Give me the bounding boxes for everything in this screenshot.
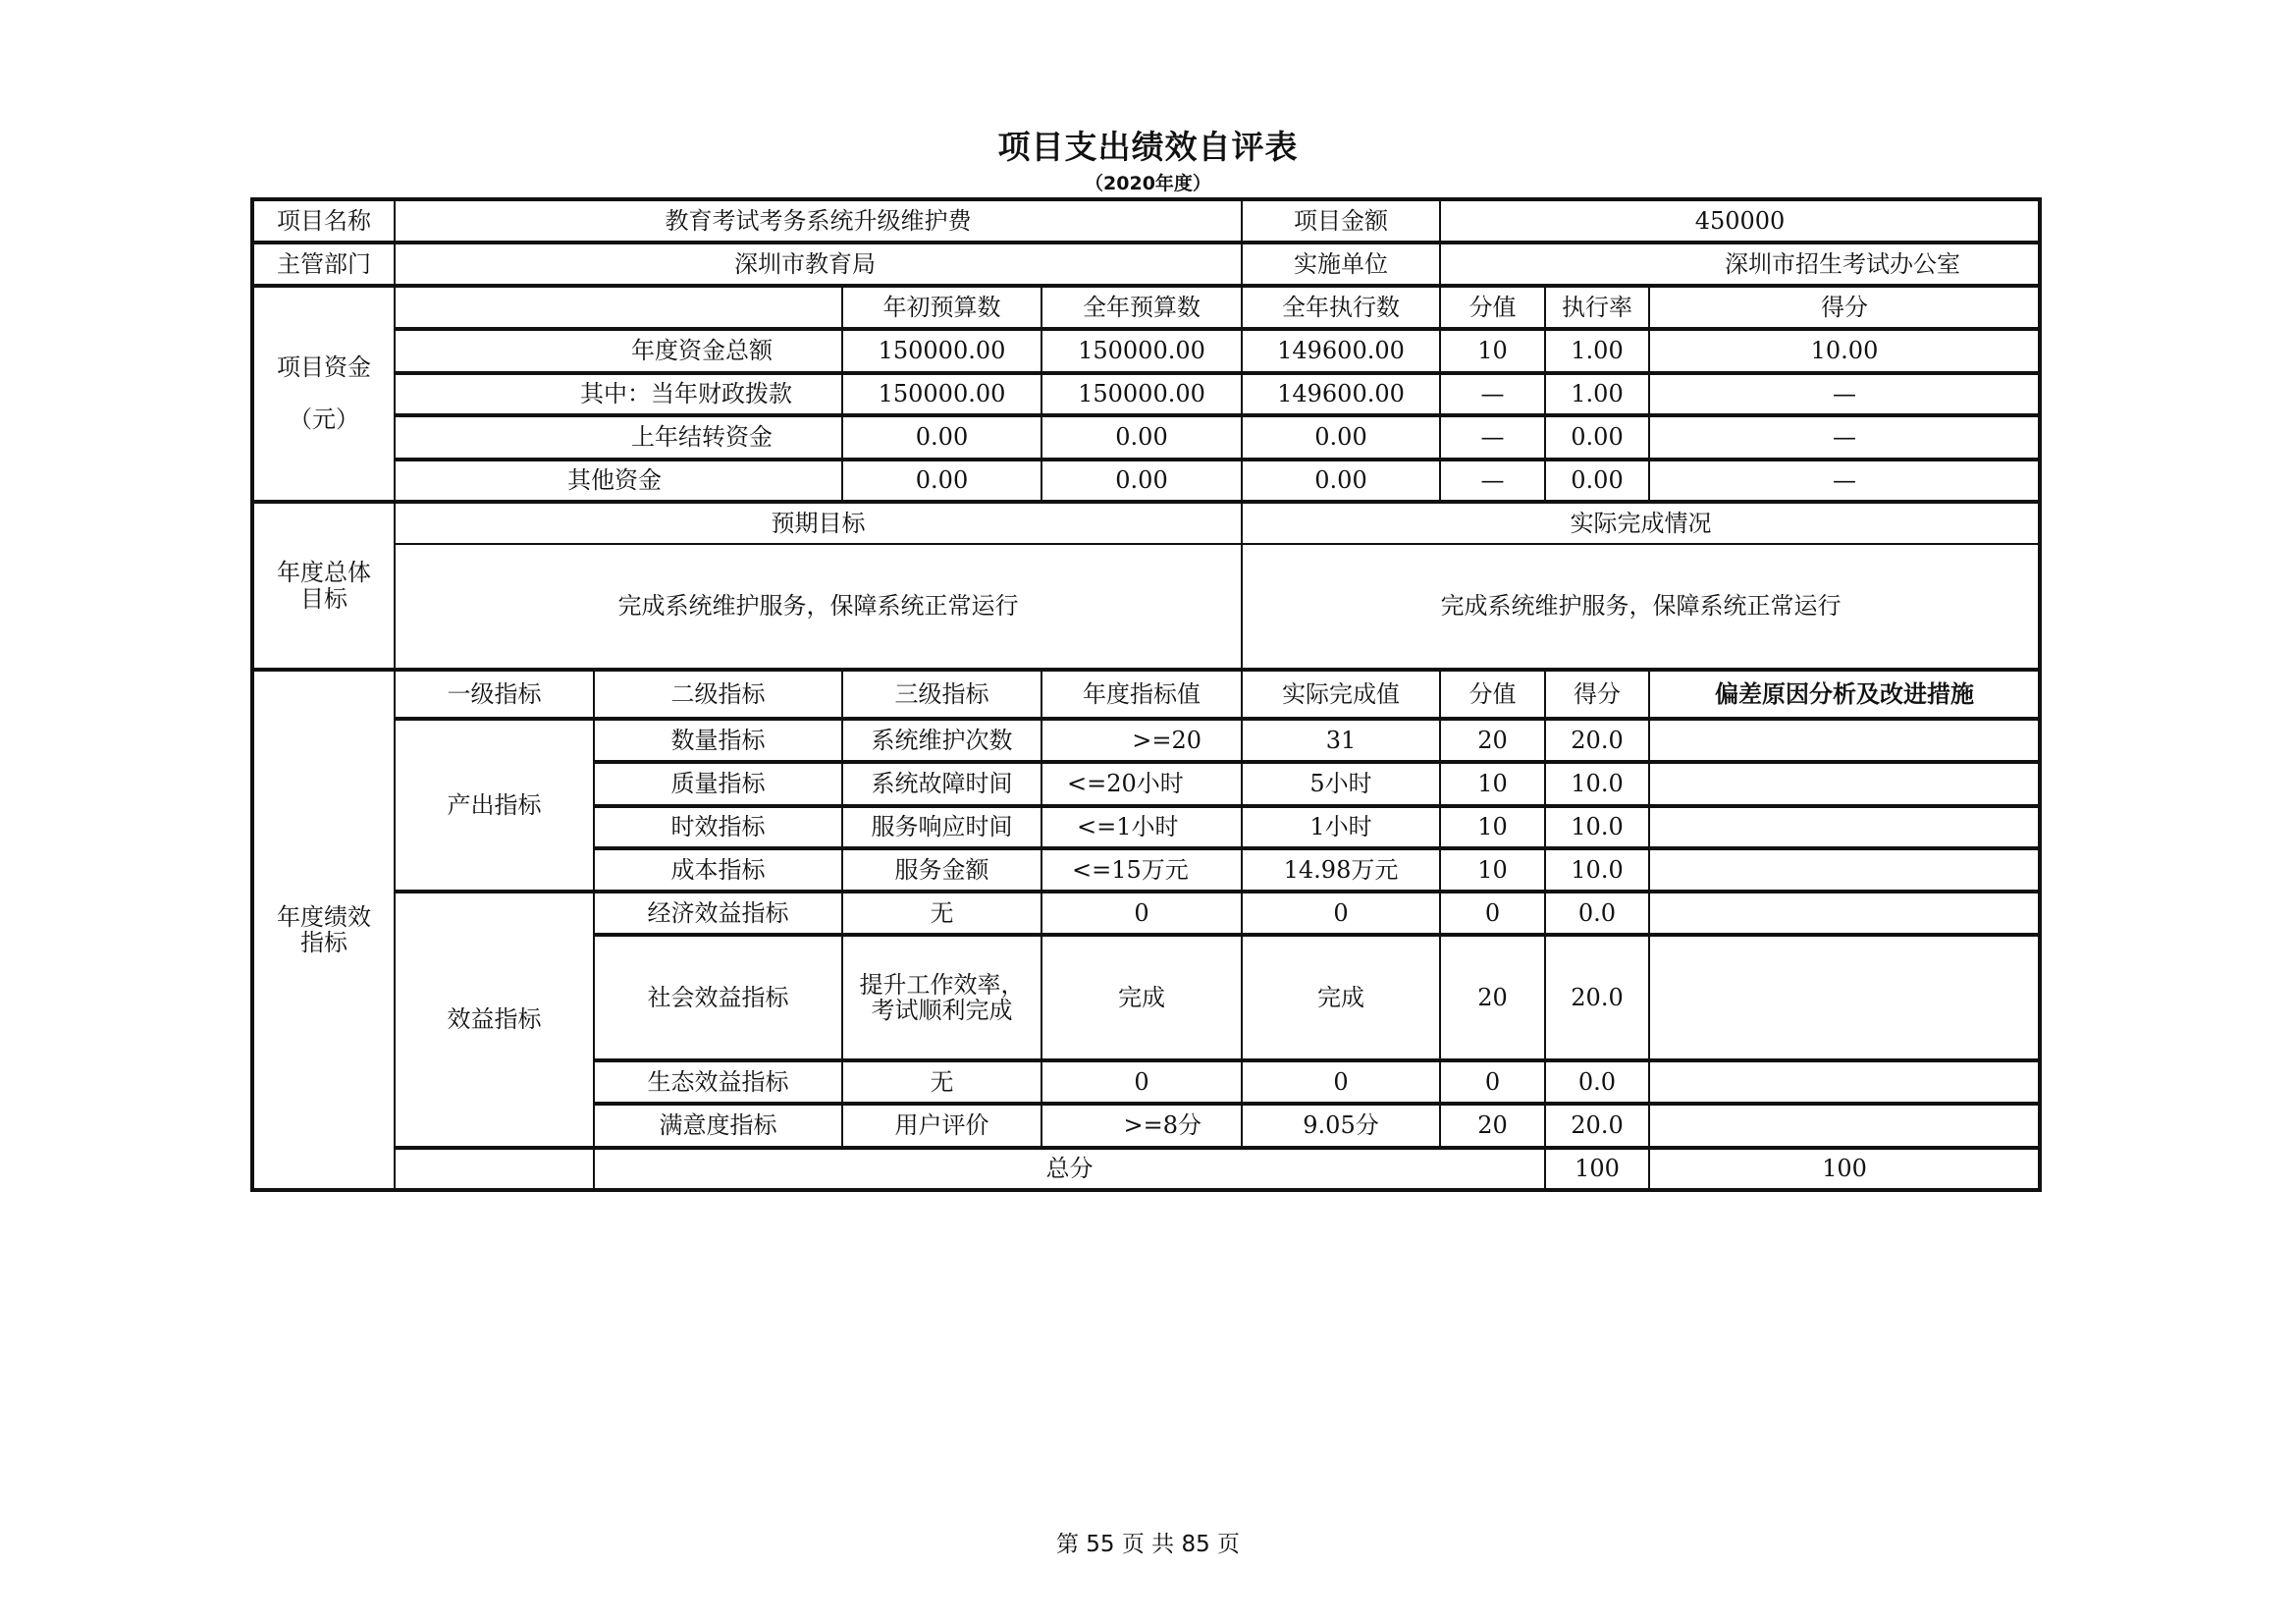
goals-content-row [252, 544, 2040, 670]
cell: 150000.00 [842, 329, 1041, 373]
cell: 经济效益指标 [594, 892, 842, 935]
cell: — [1649, 415, 2040, 460]
cell: 0.00 [1041, 460, 1242, 502]
header-cell: 全年执行数 [1242, 286, 1440, 329]
cell: 0 [1242, 1060, 1440, 1104]
cell: 其中：当年财政拨款 [395, 373, 842, 415]
indicators-section-label: 年度绩效指标 [252, 670, 395, 1190]
indicator-row [252, 719, 2040, 762]
row-department [252, 243, 2040, 286]
cell: 0.00 [1041, 415, 1242, 460]
cell: 10 [1440, 329, 1545, 373]
header-cell: 实际完成情况 [1242, 502, 2040, 544]
cell: 0 [1440, 892, 1545, 935]
cell: — [1440, 373, 1545, 415]
cell: 150000.00 [1041, 329, 1242, 373]
indicator-header-row [252, 670, 2040, 719]
cell: 14.98万元 [1242, 848, 1440, 892]
cell: 质量指标 [594, 762, 842, 806]
header-cell: 得分 [1545, 670, 1649, 719]
label: 实施单位 [1242, 243, 1440, 286]
cell: — [1649, 373, 2040, 415]
cell: 满意度指标 [594, 1104, 842, 1148]
funds-row [252, 373, 2040, 415]
cell: 0.00 [842, 415, 1041, 460]
performance-table [250, 197, 2042, 1192]
cell: 服务金额 [842, 848, 1041, 892]
cell: 20 [1440, 935, 1545, 1060]
cell: 无 [842, 1060, 1041, 1104]
cell: 10 [1440, 806, 1545, 848]
label: 主管部门 [252, 243, 395, 286]
cell: 系统维护次数 [842, 719, 1041, 762]
header-cell: 分值 [1440, 670, 1545, 719]
cell: 0 [1440, 1060, 1545, 1104]
cell: 10 [1440, 762, 1545, 806]
funds-row [252, 329, 2040, 373]
cell: 服务响应时间 [842, 806, 1041, 848]
header-cell: 一级指标 [395, 670, 594, 719]
cell: 20.0 [1545, 935, 1649, 1060]
cell [1649, 848, 2040, 892]
header-cell: 年初预算数 [842, 286, 1041, 329]
value: 深圳市招生考试办公室 [1440, 243, 2040, 286]
output-indicator-label: 产出指标 [395, 719, 594, 892]
cell: <=15万元 [1041, 848, 1242, 892]
cell: 9.05分 [1242, 1104, 1440, 1148]
cell [1649, 892, 2040, 935]
total-label: 总分 [594, 1148, 1545, 1190]
cell: 10.0 [1545, 848, 1649, 892]
funds-row [252, 415, 2040, 460]
cell: <=20小时 [1041, 762, 1242, 806]
total-score-value: 100 [1545, 1148, 1649, 1190]
cell: 系统故障时间 [842, 762, 1041, 806]
cell: 5小时 [1242, 762, 1440, 806]
actual-goal: 完成系统维护服务，保障系统正常运行 [1242, 544, 2040, 670]
cell: 10.00 [1649, 329, 2040, 373]
header-cell: 执行率 [1545, 286, 1649, 329]
total-score: 100 [1649, 1148, 2040, 1190]
row-project-name [252, 199, 2040, 243]
cell: 0 [1041, 1060, 1242, 1104]
label: 项目金额 [1242, 199, 1440, 243]
benefit-indicator-label: 效益指标 [395, 892, 594, 1148]
label: 项目名称 [252, 199, 395, 243]
cell: 0 [1242, 892, 1440, 935]
cell: 生态效益指标 [594, 1060, 842, 1104]
cell: 1.00 [1545, 373, 1649, 415]
cell: — [1440, 415, 1545, 460]
cell: 0.00 [1545, 460, 1649, 502]
value: 深圳市教育局 [395, 243, 1242, 286]
cell: 150000.00 [1041, 373, 1242, 415]
header-cell: 得分 [1649, 286, 2040, 329]
cell: 0.0 [1545, 892, 1649, 935]
cell: 1.00 [1545, 329, 1649, 373]
value: 教育考试考务系统升级维护费 [395, 199, 1242, 243]
cell: 10.0 [1545, 762, 1649, 806]
cell: 数量指标 [594, 719, 842, 762]
cell: 提升工作效率，考试顺利完成 [842, 935, 1041, 1060]
cell [1649, 1104, 2040, 1148]
cell: 10.0 [1545, 806, 1649, 848]
page-footer: 第 55 页 共 85 页 [1055, 1532, 1241, 1557]
header-cell: 全年预算数 [1041, 286, 1242, 329]
funds-section-label: 项目资金 （元） [252, 286, 395, 502]
goals-header-row [252, 502, 2040, 544]
cell: 0.0 [1545, 1060, 1649, 1104]
header-cell: 实际完成值 [1242, 670, 1440, 719]
cell: 20 [1440, 1104, 1545, 1148]
cell: >=8分 [1041, 1104, 1242, 1148]
cell: 20.0 [1545, 1104, 1649, 1148]
total-row [252, 1148, 2040, 1190]
cell: 年度资金总额 [395, 329, 842, 373]
cell: — [1440, 460, 1545, 502]
header-cell: 偏差原因分析及改进措施 [1649, 670, 2040, 719]
header-cell: 年度指标值 [1041, 670, 1242, 719]
header-cell: 分值 [1440, 286, 1545, 329]
cell: 时效指标 [594, 806, 842, 848]
cell: 149600.00 [1242, 373, 1440, 415]
funds-header-row [252, 286, 2040, 329]
cell: 0.00 [1242, 460, 1440, 502]
header-cell: 二级指标 [594, 670, 842, 719]
cell: 上年结转资金 [395, 415, 842, 460]
cell: 150000.00 [842, 373, 1041, 415]
cell: >=20 [1041, 719, 1242, 762]
cell: 0.00 [1242, 415, 1440, 460]
cell: — [1649, 460, 2040, 502]
header-cell [395, 286, 842, 329]
cell [1649, 935, 2040, 1060]
cell: 0 [1041, 892, 1242, 935]
goals-section-label: 年度总体目标 [252, 502, 395, 670]
cell: 31 [1242, 719, 1440, 762]
cell: 20.0 [1545, 719, 1649, 762]
cell: 0.00 [842, 460, 1041, 502]
cell: 完成 [1242, 935, 1440, 1060]
page-title: 项目支出绩效自评表 [997, 128, 1299, 166]
cell [1649, 1060, 2040, 1104]
header-cell: 三级指标 [842, 670, 1041, 719]
cell: 149600.00 [1242, 329, 1440, 373]
funds-row [252, 460, 2040, 502]
cell [1649, 762, 2040, 806]
cell: 无 [842, 892, 1041, 935]
cell: 社会效益指标 [594, 935, 842, 1060]
value: 450000 [1440, 199, 2040, 243]
cell: 用户评价 [842, 1104, 1041, 1148]
indicator-row [252, 892, 2040, 935]
cell: 1小时 [1242, 806, 1440, 848]
cell [1649, 719, 2040, 762]
cell: 完成 [1041, 935, 1242, 1060]
cell: 成本指标 [594, 848, 842, 892]
blank-cell [395, 1148, 594, 1190]
page-subtitle: （2020年度） [1085, 173, 1211, 194]
cell: 0.00 [1545, 415, 1649, 460]
cell: 20 [1440, 719, 1545, 762]
cell [1649, 806, 2040, 848]
cell: 其他资金 [395, 460, 842, 502]
cell: 10 [1440, 848, 1545, 892]
expected-goal: 完成系统维护服务，保障系统正常运行 [395, 544, 1242, 670]
header-cell: 预期目标 [395, 502, 1242, 544]
cell: <=1小时 [1041, 806, 1242, 848]
